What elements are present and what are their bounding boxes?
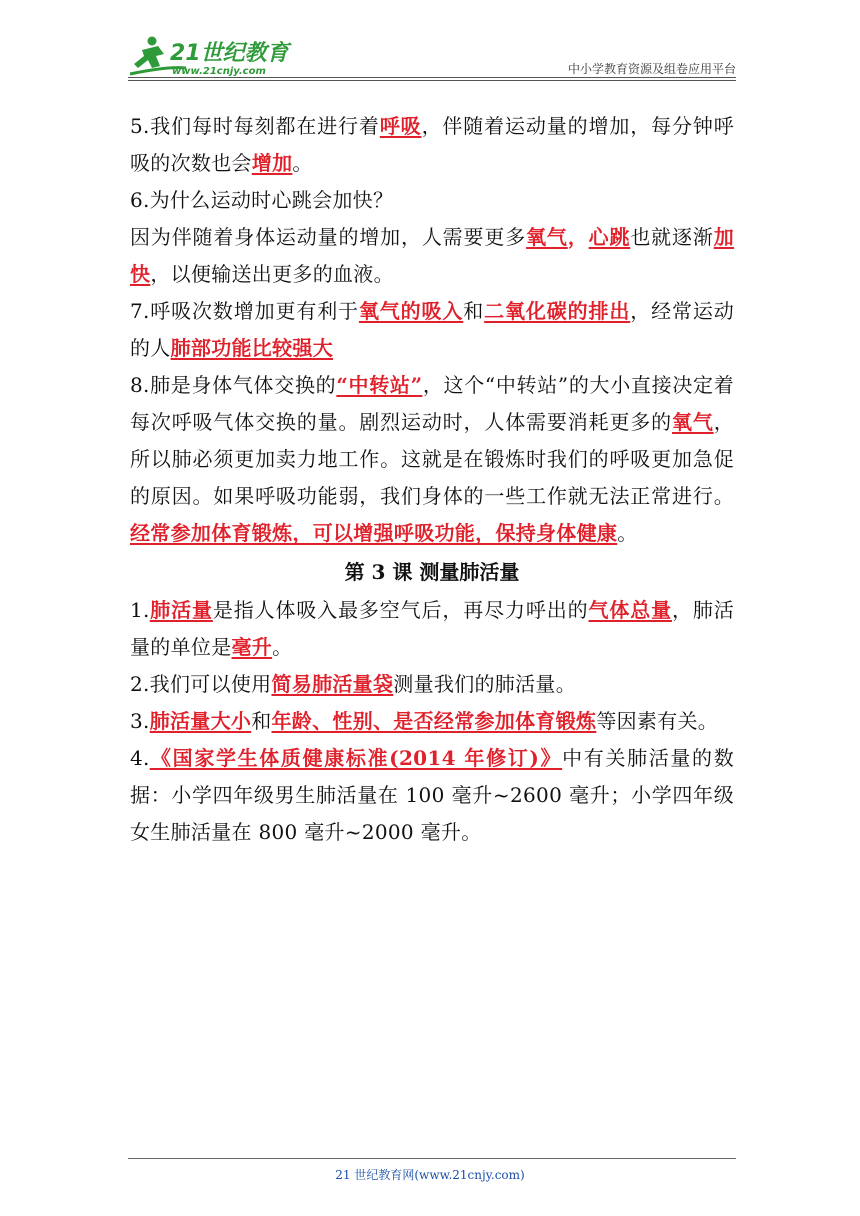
lesson3-item-1: 1.肺活量是指人体吸入最多空气后，再尽力呼出的气体总量，肺活量的单位是毫升。 <box>130 598 735 659</box>
item-6-answer: 因为伴随着身体运动量的增加，人需要更多氧气，心跳也就逐渐加快，以便输送出更多的血液。 <box>130 225 735 286</box>
answer-text: 氧气 <box>526 225 568 249</box>
answer-text: 气体总量 <box>588 598 672 622</box>
answer-text: 毫升 <box>231 635 273 659</box>
answer-text: 氧气的吸入 <box>358 299 464 323</box>
lesson3-item-3: 3.肺活量大小和年龄、性别、是否经常参加体育锻炼等因素有关。 <box>130 709 719 733</box>
logo <box>128 34 308 78</box>
answer-text: 呼吸 <box>379 114 422 138</box>
answer-text: 二氧化碳的排出 <box>484 299 631 323</box>
item-5: 5.我们每时每刻都在进行着呼吸，伴随着运动量的增加，每分钟呼吸的次数也会增加。 <box>130 114 735 175</box>
answer-text: 《国家学生体质健康标准(2014 年修订)》 <box>149 746 563 770</box>
answer-text: 心跳 <box>588 225 631 249</box>
footer-divider <box>128 1158 736 1159</box>
lesson3-item-4: 4.《国家学生体质健康标准(2014 年修订)》中有关肺活量的数据：小学四年级男生肺活量在 100 毫升~2600 毫升；小学四年级女生肺活量在 800 毫升~2000 毫升。 <box>130 746 734 844</box>
item-7: 7.呼吸次数增加更有利于氧气的吸入和二氧化碳的排出，经常运动的人肺部功能比较强大 <box>130 299 735 360</box>
answer-text: 加快 <box>130 225 735 286</box>
header-platform-text: 中小学教育资源及组卷应用平台 <box>567 62 736 76</box>
logo-url: www.21cnjy.com <box>172 66 266 77</box>
header-divider <box>128 77 736 81</box>
lesson-title: 第 3 课 测量肺活量 <box>344 560 520 584</box>
footer-text: 21 世纪教育网(www.21cnjy.com) <box>335 1168 525 1182</box>
answer-text: 肺活量 <box>149 598 213 622</box>
page-header <box>128 34 736 78</box>
answer-text: 肺活量大小 <box>149 709 252 733</box>
answer-text: “中转站” <box>336 373 423 397</box>
logo-text: 21世纪教育 <box>170 41 289 66</box>
lesson3-item-2: 2.我们可以使用简易肺活量袋测量我们的肺活量。 <box>130 672 576 696</box>
item-6-question: 6.为什么运动时心跳会加快？ <box>130 188 394 212</box>
answer-text: 经常参加体育锻炼，可以增强呼吸功能，保持身体健康 <box>130 521 618 545</box>
answer-text: 氧气 <box>671 410 714 434</box>
answer-text: 年龄、性别、是否经常参加体育锻炼 <box>271 709 597 733</box>
answer-text: 肺部功能比较强大 <box>170 336 334 360</box>
document-body <box>130 108 734 851</box>
item-8: 8.肺是身体气体交换的“中转站”，这个“中转站”的大小直接决定着每次呼吸气体交换的量。剧烈运动时，人体需要消耗更多的氧气，所以肺必须更加卖力地工作。这就是在锻炼时我们的呼吸更加急促的原因。如果呼吸功能弱，我们身体的一些工作就无法正常进行。经常参加体育锻炼，可以增强呼吸功能，保持身体健康。 <box>130 373 735 545</box>
answer-text: 增加 <box>251 151 293 175</box>
answer-text: 简易肺活量袋 <box>271 672 394 696</box>
